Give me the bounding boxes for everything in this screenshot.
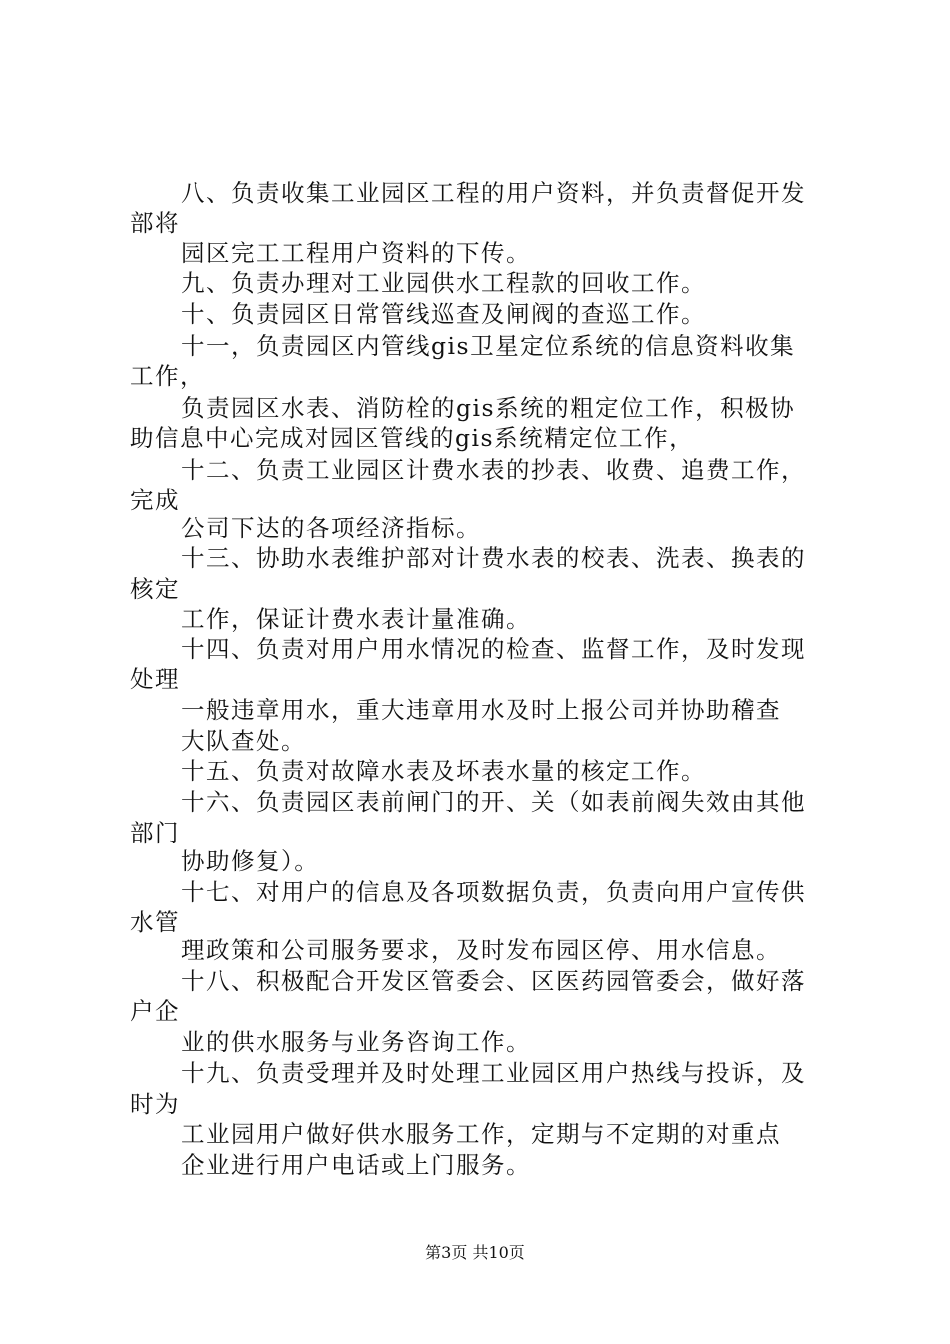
text-line: 十二、负责工业园区计费水表的抄表、收费、追费工作，	[181, 456, 806, 484]
text-line: 大队查处。	[181, 727, 306, 755]
text-line: 理政策和公司服务要求，及时发布园区停、用水信息。	[181, 936, 781, 964]
text-line: 十、负责园区日常管线巡查及闸阀的查巡工作。	[181, 300, 706, 328]
text-line: 十九、负责受理并及时处理工业园区用户热线与投诉，及	[181, 1059, 806, 1087]
text-line: 完成	[130, 486, 180, 514]
text-line: 一般违章用水，重大违章用水及时上报公司并协助稽查	[181, 696, 781, 724]
text-line: 业的供水服务与业务咨询工作。	[181, 1028, 531, 1056]
text-line: 工业园用户做好供水服务工作，定期与不定期的对重点	[181, 1120, 781, 1148]
text-line: 十六、负责园区表前闸门的开、关（如表前阀失效由其他	[181, 788, 806, 816]
text-line: 处理	[130, 665, 180, 693]
text-line: 十七、对用户的信息及各项数据负责，负责向用户宣传供	[181, 878, 806, 906]
text-line: 十四、负责对用户用水情况的检查、监督工作，及时发现	[181, 635, 806, 663]
text-line: 八、负责收集工业园区工程的用户资料，并负责督促开发	[181, 179, 806, 207]
text-line: 水管	[130, 908, 180, 936]
text-line: 时为	[130, 1090, 180, 1118]
text-line: 户企	[130, 997, 180, 1025]
text-line: 工作，保证计费水表计量准确。	[181, 605, 531, 633]
text-line: 十三、协助水表维护部对计费水表的校表、洗表、换表的	[181, 544, 806, 572]
text-line: 助信息中心完成对园区管线的gis系统精定位工作，	[130, 424, 695, 452]
text-line: 部将	[130, 209, 180, 237]
text-line: 十一，负责园区内管线gis卫星定位系统的信息资料收集	[181, 332, 796, 360]
text-line: 九、负责办理对工业园供水工程款的回收工作。	[181, 269, 706, 297]
text-line: 工作，	[130, 362, 205, 390]
text-line: 园区完工工程用户资料的下传。	[181, 239, 531, 267]
text-line: 协助修复）。	[181, 847, 320, 875]
text-line: 十八、积极配合开发区管委会、区医药园管委会，做好落	[181, 967, 806, 995]
text-line: 核定	[130, 575, 180, 603]
text-line: 公司下达的各项经济指标。	[181, 514, 481, 542]
page-number-footer: 第3页 共10页	[425, 1243, 525, 1262]
text-line: 负责园区水表、消防栓的gis系统的粗定位工作，积极协	[181, 394, 796, 422]
text-line: 企业进行用户电话或上门服务。	[181, 1151, 531, 1179]
text-line: 部门	[130, 819, 180, 847]
text-line: 十五、负责对故障水表及坏表水量的核定工作。	[181, 757, 706, 785]
